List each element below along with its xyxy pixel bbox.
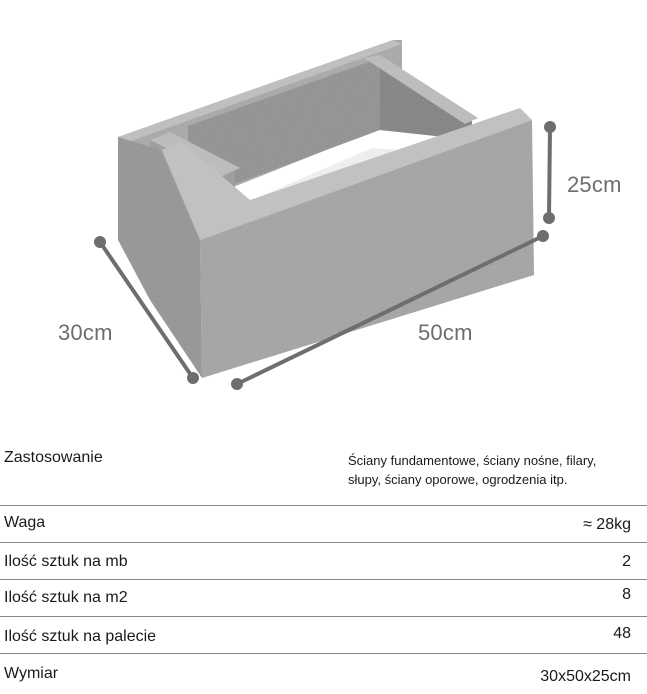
height-dimension-end-bottom — [545, 214, 553, 222]
spec-value-weight: ≈ 28kg — [583, 516, 631, 533]
spec-value-size: 30x50x25cm — [540, 668, 631, 685]
spec-value-usage-line1: Ściany fundamentowe, ściany nośne, filary, — [348, 453, 597, 468]
spec-row-weight — [0, 506, 647, 543]
height-dimension-label: 25cm — [567, 172, 622, 197]
spec-label-weight: Waga — [4, 514, 46, 531]
spec-row-per-pallet — [0, 617, 647, 654]
depth-dimension-label: 30cm — [58, 320, 113, 345]
length-dimension-label: 50cm — [418, 320, 473, 345]
spec-value-per-pallet: 48 — [613, 625, 631, 642]
depth-dimension-end-bottom — [189, 374, 197, 382]
spec-value-per-mb: 2 — [622, 553, 631, 570]
spec-value-per-m2: 8 — [622, 586, 631, 603]
specification-table — [0, 433, 647, 694]
spec-row-per-m2 — [0, 580, 647, 617]
spec-label-per-pallet: Ilość sztuk na palecie — [4, 628, 157, 645]
height-dimension-line — [549, 127, 550, 218]
spec-value-usage — [348, 451, 638, 489]
length-dimension-end-left — [233, 380, 241, 388]
spec-label-per-mb: Ilość sztuk na mb — [4, 553, 128, 570]
height-dimension-end-top — [546, 123, 554, 131]
spec-label-size: Wymiar — [4, 665, 59, 682]
spec-label-per-m2: Ilość sztuk na m2 — [4, 589, 128, 606]
spec-label-usage: Zastosowanie — [4, 449, 103, 466]
spec-value-usage-line2: słupy, ściany oporowe, ogrodzenia itp. — [348, 472, 568, 487]
spec-row-usage — [0, 433, 647, 506]
spec-row-size — [0, 654, 647, 694]
depth-dimension-end-top — [96, 238, 104, 246]
length-dimension-end-right — [539, 232, 547, 240]
spec-row-per-mb — [0, 543, 647, 580]
